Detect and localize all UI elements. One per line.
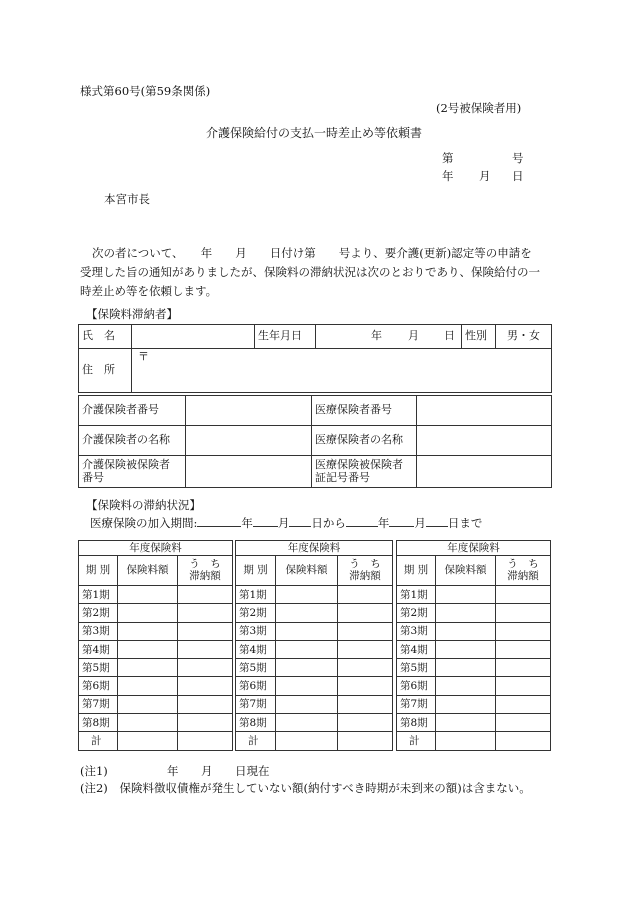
total-amount-cell[interactable] [118,732,178,750]
enroll-from-year: 年 [241,516,253,530]
birth-year-label: 年 [371,329,382,342]
med-insured-no-field[interactable] [417,456,552,488]
amount-cell[interactable] [276,695,338,713]
table-row [79,586,233,604]
fiscal-year-header[interactable]: 年度保険料 [236,541,393,556]
body-line-2: 受理した旨の通知がありましたが、保険料の滞納状況は次のとおりであり、保険給付の一 [80,265,540,279]
arrears-cell[interactable] [338,659,393,677]
enroll-to-year: 年 [377,516,390,530]
body-line-3: 時差止め等を依頼します。 [80,284,218,298]
amount-cell[interactable] [436,695,496,713]
sex-choice[interactable]: 男・女 [496,325,552,349]
enroll-to-day-blank[interactable] [426,526,448,527]
ltc-insurer-name-field[interactable] [186,426,312,456]
insured-type: (2号被保険者用) [436,101,522,115]
total-row [236,732,393,750]
date-year: 年 [442,169,454,183]
body-line-1: 次の者について、 年 月 日付け第 号より、要介護(更新)認定等の申請を [92,246,532,260]
med-insured-no-label [312,456,417,488]
col-uchi-label: う ち [189,558,221,571]
table-row [79,604,233,622]
table-row [397,586,551,604]
med-insurer-name-field[interactable] [417,426,552,456]
col-uchi-label: う ち [507,558,539,571]
addressee: 本宮市長 [104,192,150,206]
arrears-cell[interactable] [178,659,233,677]
table-row [236,640,393,658]
table-row [236,622,393,640]
total-arrears-cell[interactable] [178,732,233,750]
ltc-insured-no-label [79,456,186,488]
arrears-cell[interactable] [496,659,551,677]
date-month: 月 [479,169,491,183]
total-row [79,732,233,750]
med-insured-no-label-line2: 証記号番号 [315,470,370,484]
total-label: 計 [236,732,276,750]
arrears-cell[interactable] [496,714,551,732]
note-1 [80,763,270,779]
col-amount-header: 保険料額 [436,556,496,586]
note-2-label: (注2) [80,781,108,795]
period-label: 第7期 [397,695,436,713]
amount-cell[interactable] [276,714,338,732]
amount-cell[interactable] [118,677,178,695]
arrears-table-2 [235,540,393,751]
amount-cell[interactable] [436,659,496,677]
amount-cell[interactable] [276,604,338,622]
enroll-to-month-blank[interactable] [389,526,414,527]
enroll-from-month: 月 [277,516,290,530]
period-label: 第5期 [79,659,118,677]
amount-cell[interactable] [436,714,496,732]
enroll-to-month: 月 [414,516,426,530]
med-insurer-name-label: 医療保険者の名称 [312,426,417,456]
ltc-insurer-name-label: 介護保険者の名称 [79,426,186,456]
birth-month-label: 月 [408,329,419,342]
col-arrears-label: 滞納額 [507,569,539,582]
arrears-cell[interactable] [496,586,551,604]
amount-cell[interactable] [118,714,178,732]
table-row [79,677,233,695]
period-label: 第1期 [236,586,276,604]
total-amount-cell[interactable] [276,732,338,750]
arrears-cell[interactable] [338,714,393,732]
note-2 [80,780,531,796]
person-section-title: 【保険料滞納者】 [86,307,178,321]
med-insured-no-label-line1: 医療保険被保険者 [315,457,403,471]
birth-day-label: 日 [444,329,455,342]
col-period-header: 期 別 [397,556,436,586]
amount-cell[interactable] [118,586,178,604]
table-row [397,604,551,622]
period-label: 第2期 [397,604,436,622]
total-row [397,732,551,750]
arrears-cell[interactable] [338,640,393,658]
amount-cell[interactable] [436,586,496,604]
arrears-cell[interactable] [338,677,393,695]
arrears-cell[interactable] [178,695,233,713]
number-prefix: 第 [442,151,454,165]
note-2-text: 保険料徴収債権が発生していない額(納付すべき時期が未到来の額)は含まない。 [119,781,531,795]
col-amount-header: 保険料額 [276,556,338,586]
amount-cell[interactable] [118,659,178,677]
period-label: 第8期 [397,714,436,732]
med-insurer-no-field[interactable] [417,396,552,426]
insurer-table [78,395,552,488]
arrears-cell[interactable] [178,622,233,640]
date-day: 日 [512,169,524,183]
period-label: 第8期 [79,714,118,732]
birth-field[interactable] [316,325,462,349]
period-label: 第2期 [79,604,118,622]
period-label: 第4期 [79,640,118,658]
enroll-from-month-blank[interactable] [253,526,278,527]
total-arrears-cell[interactable] [496,732,551,750]
table-row [79,695,233,713]
col-arrears-header [496,556,551,586]
table-row [397,640,551,658]
col-period-header: 期 別 [236,556,276,586]
amount-cell[interactable] [436,640,496,658]
table-row [397,695,551,713]
birth-label: 生年月日 [255,325,316,349]
table-row [79,714,233,732]
name-label: 氏 名 [79,325,132,349]
amount-cell[interactable] [276,622,338,640]
col-arrears-label: 滞納額 [189,569,221,582]
amount-cell[interactable] [436,622,496,640]
col-amount-header: 保険料額 [118,556,178,586]
col-arrears-header [338,556,393,586]
period-label: 第3期 [79,622,118,640]
period-label: 第5期 [397,659,436,677]
amount-cell[interactable] [276,659,338,677]
enrollment-label: 医療保険の加入期間: [90,516,198,530]
enroll-from-day-blank[interactable] [289,526,311,527]
arrears-cell[interactable] [496,622,551,640]
amount-cell[interactable] [436,604,496,622]
col-uchi-label: う ち [349,558,381,571]
table-row [397,677,551,695]
enroll-from-year-blank[interactable] [197,526,241,527]
period-label: 第4期 [236,640,276,658]
arrears-cell[interactable] [496,677,551,695]
table-row [236,677,393,695]
ltc-insurer-no-field[interactable] [186,396,312,426]
enroll-to-year-blank[interactable] [346,526,378,527]
total-label: 計 [397,732,436,750]
amount-cell[interactable] [436,677,496,695]
arrears-cell[interactable] [178,677,233,695]
table-row [236,586,393,604]
number-suffix: 号 [512,151,524,165]
period-label: 第2期 [236,604,276,622]
period-label: 第6期 [79,677,118,695]
name-field[interactable] [132,325,255,349]
amount-cell[interactable] [276,586,338,604]
note-1-label: (注1) [80,764,108,778]
postal-mark: 〒 [138,350,149,363]
enrollment-period [90,515,482,531]
total-arrears-cell[interactable] [338,732,393,750]
arrears-cell[interactable] [496,604,551,622]
period-label: 第5期 [236,659,276,677]
enroll-from-text: 日から [311,516,346,530]
arrears-cell[interactable] [178,604,233,622]
amount-cell[interactable] [118,622,178,640]
arrears-table-1 [78,540,233,751]
address-label: 住 所 [79,349,132,393]
period-label: 第7期 [236,695,276,713]
period-label: 第8期 [236,714,276,732]
period-label: 第3期 [397,622,436,640]
arrears-cell[interactable] [496,695,551,713]
table-row [397,714,551,732]
fiscal-year-header[interactable]: 年度保険料 [79,541,233,556]
person-table [78,324,552,393]
table-row [236,695,393,713]
note-1-month: 月 [201,764,213,778]
period-label: 第6期 [397,677,436,695]
arrears-cell[interactable] [338,586,393,604]
document-title: 介護保険給付の支払一時差止め等依頼書 [206,126,423,140]
period-label: 第3期 [236,622,276,640]
table-row [79,659,233,677]
address-field[interactable] [132,349,552,393]
amount-cell[interactable] [118,695,178,713]
total-amount-cell[interactable] [436,732,496,750]
note-1-text: 日現在 [235,764,270,778]
arrears-cell[interactable] [338,695,393,713]
table-row [397,622,551,640]
ltc-insurer-no-label: 介護保険者番号 [79,396,186,426]
fiscal-year-header[interactable]: 年度保険料 [397,541,551,556]
note-1-year: 年 [167,764,179,778]
period-label: 第7期 [79,695,118,713]
amount-cell[interactable] [118,604,178,622]
col-period-header: 期 別 [79,556,118,586]
sex-label: 性別 [462,325,496,349]
total-label: 計 [79,732,118,750]
col-arrears-header [178,556,233,586]
ltc-insured-no-label-line2: 番号 [82,470,104,484]
table-row [236,604,393,622]
table-row [236,659,393,677]
arrears-cell[interactable] [178,640,233,658]
table-row [397,659,551,677]
table-row [79,622,233,640]
amount-cell[interactable] [276,640,338,658]
enroll-until-text: 日まで [447,516,483,530]
arrears-section-title: 【保険料の滞納状況】 [86,498,201,512]
arrears-cell[interactable] [496,640,551,658]
period-label: 第1期 [79,586,118,604]
period-label: 第4期 [397,640,436,658]
col-arrears-label: 滞納額 [349,569,381,582]
table-row [236,714,393,732]
ltc-insured-no-label-line1: 介護保険被保険者 [82,457,170,471]
table-row [79,640,233,658]
period-label: 第1期 [397,586,436,604]
form-id: 様式第60号(第59条関係) [80,84,211,98]
arrears-cell[interactable] [178,586,233,604]
arrears-table-3 [396,540,551,751]
ltc-insured-no-field[interactable] [186,456,312,488]
med-insurer-no-label: 医療保険者番号 [312,396,417,426]
amount-cell[interactable] [276,677,338,695]
arrears-cell[interactable] [338,622,393,640]
period-label: 第6期 [236,677,276,695]
amount-cell[interactable] [118,640,178,658]
arrears-cell[interactable] [338,604,393,622]
arrears-cell[interactable] [178,714,233,732]
